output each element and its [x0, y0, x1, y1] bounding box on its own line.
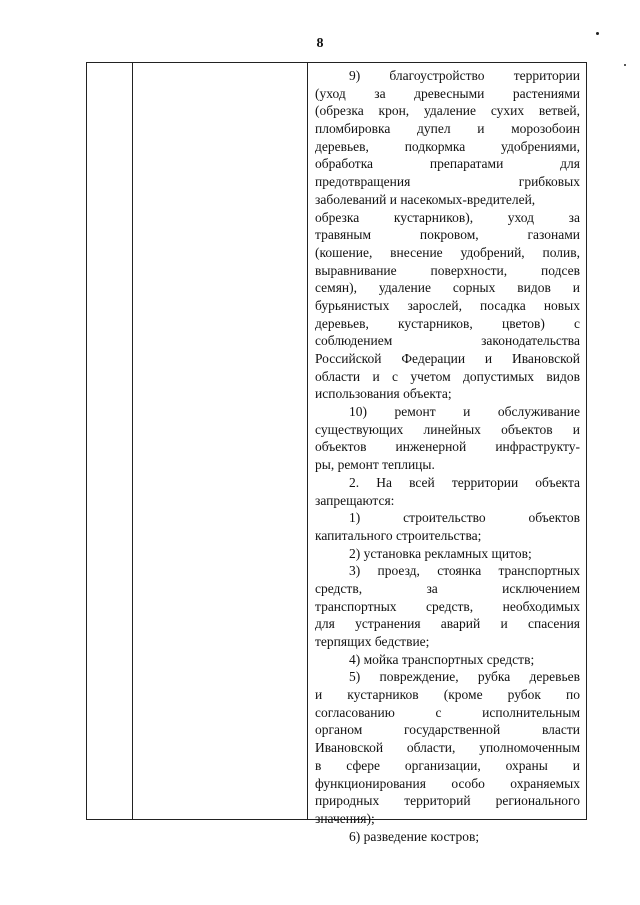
document-table — [86, 62, 587, 844]
page-number: 8 — [316, 36, 324, 51]
text-line: согласованию с исполнительным — [315, 704, 580, 720]
text-line: (уход за древесными растениями — [315, 85, 580, 101]
text-line: семян), удаление сорных видов и — [315, 280, 580, 296]
text-line: 3) проезд, стоянка транспортных — [349, 563, 580, 579]
scan-speck — [596, 32, 599, 35]
text-line: пломбировка дупел и морозобоин — [315, 121, 580, 137]
text-line: (кошение, внесение удобрений, полив, — [315, 244, 580, 260]
text-line: значения); — [315, 810, 375, 826]
text-line: органом государственной власти — [315, 722, 580, 738]
text-line: в сфере организации, охраны и — [315, 757, 580, 773]
text-line: терпящих бедствие; — [315, 634, 430, 649]
text-line: бурьянистых зарослей, посадка новых — [315, 297, 580, 313]
text-line: 6) разведение костров; — [349, 828, 480, 844]
text-line: деревьев, подкормка удобрениями, — [315, 138, 580, 154]
table-column-divider — [307, 63, 308, 819]
table-text-cell — [315, 67, 580, 845]
text-line: ры, ремонт теплицы. — [315, 457, 435, 473]
text-line: 1) строительство объектов — [349, 510, 580, 526]
text-line: 4) мойка транспортных средств; — [349, 651, 535, 667]
text-line: капитального строительства; — [315, 527, 482, 543]
text-line: 2) установка рекламных щитов; — [349, 545, 532, 561]
text-line: соблюдением законодательства — [315, 333, 580, 349]
text-line: существующих линейных объектов и — [315, 421, 580, 437]
text-line: Российской Федерации и Ивановской — [315, 351, 580, 366]
text-line: природных территорий регионального — [315, 793, 580, 809]
text-line: предотвращения грибковых — [315, 174, 580, 190]
text-line: Ивановской области, уполномоченным — [315, 740, 580, 756]
text-line: 9) благоустройство территории — [349, 68, 580, 83]
scan-speck — [624, 64, 626, 66]
text-line: выравнивание поверхности, подсев — [315, 262, 580, 278]
text-line: области и с учетом допустимых видов — [315, 368, 580, 384]
text-line: и кустарников (кроме рубок по — [315, 687, 580, 703]
text-line: (обрезка крон, удаление сухих ветвей, — [315, 103, 580, 119]
text-line: 10) ремонт и обслуживание — [349, 404, 580, 420]
text-line: запрещаются: — [315, 492, 395, 508]
table-column-divider — [132, 63, 133, 819]
text-line: обрезка кустарников), уход за — [315, 209, 580, 225]
text-line: использования объекта; — [315, 386, 452, 402]
text-line: средств, за исключением — [315, 580, 580, 596]
text-line: для устранения аварий и спасения — [315, 616, 580, 632]
text-line: транспортных средств, необходимых — [315, 598, 580, 614]
text-line: функционирования особо охраняемых — [315, 775, 580, 791]
text-line: деревьев, кустарников, цветов) с — [315, 315, 580, 331]
text-line: обработка препаратами для — [315, 156, 580, 172]
text-line: 2. На всей территории объекта — [349, 474, 580, 490]
text-line: заболеваний и насекомых-вредителей, — [315, 191, 536, 207]
text-line: объектов инженерной инфраструкту- — [315, 439, 580, 455]
text-line: 5) повреждение, рубка деревьев — [349, 669, 580, 685]
text-line: травяным покровом, газонами — [315, 227, 580, 243]
